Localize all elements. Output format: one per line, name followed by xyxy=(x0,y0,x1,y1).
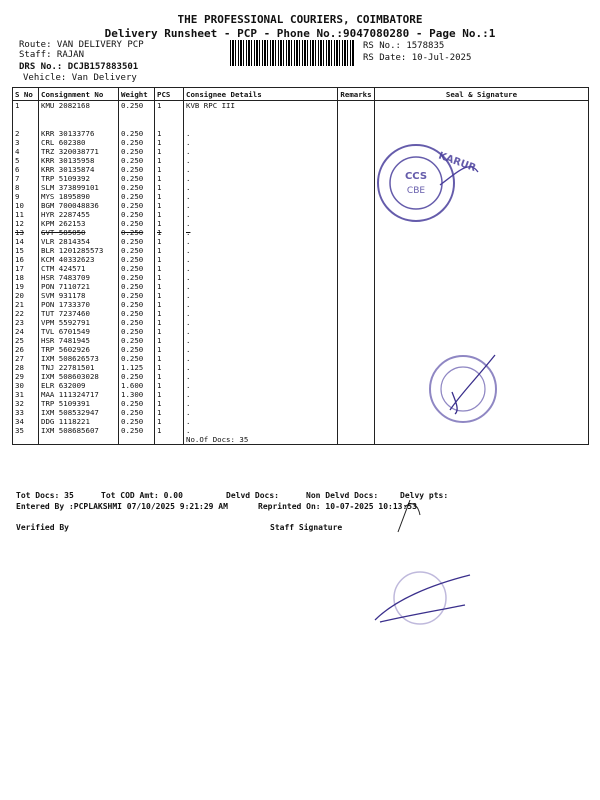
cell-weight: 0.250 xyxy=(119,219,155,228)
cell-consignee: . xyxy=(184,300,338,309)
cell-weight: 1.300 xyxy=(119,390,155,399)
signature-mark-2 xyxy=(450,355,495,414)
cell-sno: 14 xyxy=(13,237,39,246)
cell-sno: 16 xyxy=(13,255,39,264)
cell-consignment: CTM 424571 xyxy=(39,264,119,273)
cell-pcs: 1 xyxy=(155,381,184,390)
cell-sno: 32 xyxy=(13,399,39,408)
cell-consignee: . xyxy=(184,129,338,138)
cell-pcs: 1 xyxy=(155,363,184,372)
bank-stamp-3 xyxy=(394,572,446,624)
cell-pcs: 1 xyxy=(155,282,184,291)
cell-consignment: TUT 7237460 xyxy=(39,309,119,318)
cell-sno: 5 xyxy=(13,156,39,165)
cell-consignment: TRP 5602926 xyxy=(39,345,119,354)
cell-consignee: . xyxy=(184,390,338,399)
cell-sno: 24 xyxy=(13,327,39,336)
cell-pcs: 1 xyxy=(155,201,184,210)
no-of-docs: No.Of Docs: 35 xyxy=(184,435,338,445)
cell-weight: 0.250 xyxy=(119,246,155,255)
company-title: THE PROFESSIONAL COURIERS, COIMBATORE xyxy=(177,13,423,26)
cell-consignment: TRP 5109392 xyxy=(39,174,119,183)
rs-number: RS No.: 1578835 xyxy=(363,41,445,51)
bank-stamp-1 xyxy=(378,145,478,221)
cell-pcs: 1 xyxy=(155,273,184,282)
cell-consignee: . xyxy=(184,255,338,264)
cell-pcs: 1 xyxy=(155,183,184,192)
cell-weight: 1.125 xyxy=(119,363,155,372)
cell-consignment: KMU 2082168 xyxy=(39,101,119,130)
col-sno: S No xyxy=(13,88,39,101)
cell-sno: 4 xyxy=(13,147,39,156)
cell-sno: 10 xyxy=(13,201,39,210)
cell-weight: 0.250 xyxy=(119,282,155,291)
cell-sno: 13 xyxy=(13,228,39,237)
cell-consignee: . xyxy=(184,327,338,336)
cell-pcs: 1 xyxy=(155,228,184,237)
cell-consignment: MYS 1895890 xyxy=(39,192,119,201)
cell-pcs: 1 xyxy=(155,165,184,174)
cell-consignment: TNJ 22781501 xyxy=(39,363,119,372)
cell-sno: 28 xyxy=(13,363,39,372)
cell-pcs: 1 xyxy=(155,309,184,318)
cell-sno: 27 xyxy=(13,354,39,363)
cell-weight: 0.250 xyxy=(119,138,155,147)
cell-consignee: . xyxy=(184,291,338,300)
cell-pcs: 1 xyxy=(155,372,184,381)
cell-sno: 23 xyxy=(13,318,39,327)
cell-consignee: KVB RPC III xyxy=(184,101,338,130)
cell-consignee: . xyxy=(184,309,338,318)
cell-consignment: GVT 585050 xyxy=(39,228,119,237)
cell-sno: 35 xyxy=(13,426,39,435)
cell-sno: 25 xyxy=(13,336,39,345)
cell-consignment: IXM 508603028 xyxy=(39,372,119,381)
cell-consignee: . xyxy=(184,138,338,147)
non-delvd-docs: Non Delvd Docs: xyxy=(306,491,379,500)
cell-pcs: 1 xyxy=(155,390,184,399)
cell-consignee: . xyxy=(184,210,338,219)
stamp-text-2: CBE xyxy=(406,186,426,196)
cell-consignee: . xyxy=(184,237,338,246)
cell-weight: 0.250 xyxy=(119,354,155,363)
cell-sno: 20 xyxy=(13,291,39,300)
cell-weight: 0.250 xyxy=(119,210,155,219)
cell-sno: 30 xyxy=(13,381,39,390)
col-remarks: Remarks xyxy=(338,88,375,101)
cell-sno: 21 xyxy=(13,300,39,309)
reprinted-on: Reprinted On: 10-07-2025 10:13:53 xyxy=(258,502,417,511)
cell-consignment: KCM 40332623 xyxy=(39,255,119,264)
tot-cod-amt: Tot COD Amt: 0.00 xyxy=(101,491,183,500)
cell-pcs: 1 xyxy=(155,327,184,336)
staff-signature: Staff Signature xyxy=(270,523,343,532)
cell-consignee: . xyxy=(184,372,338,381)
cell-weight: 0.250 xyxy=(119,183,155,192)
cell-consignment: ELR 632009 xyxy=(39,381,119,390)
cell-sno: 31 xyxy=(13,390,39,399)
cell-weight: 0.250 xyxy=(119,327,155,336)
cell-consignment: MAA 111324717 xyxy=(39,390,119,399)
col-pcs: PCS xyxy=(155,88,184,101)
cell-sno: 34 xyxy=(13,417,39,426)
cell-consignment: SLM 373899101 xyxy=(39,183,119,192)
cell-sno: 11 xyxy=(13,210,39,219)
cell-weight: 0.250 xyxy=(119,345,155,354)
cell-consignment: VPM 5592791 xyxy=(39,318,119,327)
cell-consignee: . xyxy=(184,273,338,282)
cell-pcs: 1 xyxy=(155,246,184,255)
cell-weight: 0.250 xyxy=(119,291,155,300)
cell-sno: 29 xyxy=(13,372,39,381)
cell-sno: 18 xyxy=(13,273,39,282)
cell-consignee: . xyxy=(184,381,338,390)
stamp-text-1: CCS xyxy=(404,171,428,182)
cell-sno: 6 xyxy=(13,165,39,174)
entered-by: Entered By :PCPLAKSHMI 07/10/2025 9:21:29 AM xyxy=(16,502,228,511)
cell-sno: 3 xyxy=(13,138,39,147)
cell-consignee: . xyxy=(184,345,338,354)
cell-consignment: KRR 30135874 xyxy=(39,165,119,174)
vehicle-label: Vehicle: Van Delivery xyxy=(23,73,137,83)
cell-weight: 0.250 xyxy=(119,228,155,237)
cell-consignee: . xyxy=(184,147,338,156)
cell-weight: 0.250 xyxy=(119,309,155,318)
cell-sno: 7 xyxy=(13,174,39,183)
cell-weight: 0.250 xyxy=(119,273,155,282)
signature-mark-3 xyxy=(375,575,470,622)
cell-weight: 0.250 xyxy=(119,399,155,408)
cell-consignee: . xyxy=(184,192,338,201)
cell-sno: 12 xyxy=(13,219,39,228)
cell-consignment: TRZ 320038771 xyxy=(39,147,119,156)
cell-pcs: 1 xyxy=(155,156,184,165)
cell-consignee: . xyxy=(184,219,338,228)
cell-consignment: TRP 5109391 xyxy=(39,399,119,408)
cell-consignment: HSR 7483709 xyxy=(39,273,119,282)
cell-weight: 0.250 xyxy=(119,201,155,210)
col-consignment: Consignment No xyxy=(39,88,119,101)
cell-pcs: 1 xyxy=(155,417,184,426)
cell-weight: 0.250 xyxy=(119,174,155,183)
cell-consignee: . xyxy=(184,417,338,426)
cell-weight: 0.250 xyxy=(119,192,155,201)
cell-consignee: . xyxy=(184,264,338,273)
cell-pcs: 1 xyxy=(155,399,184,408)
cell-consignment: PON 7110721 xyxy=(39,282,119,291)
cell-weight: 0.250 xyxy=(119,255,155,264)
cell-pcs: 1 xyxy=(155,291,184,300)
cell-pcs: 1 xyxy=(155,210,184,219)
cell-weight: 0.250 xyxy=(119,372,155,381)
cell-consignment: BGM 700048836 xyxy=(39,201,119,210)
cell-consignment: HYR 2287455 xyxy=(39,210,119,219)
cell-consignee: . xyxy=(184,156,338,165)
cell-consignment: BLR 1201285573 xyxy=(39,246,119,255)
cell-consignment: PON 1733370 xyxy=(39,300,119,309)
cell-consignee: . xyxy=(184,336,338,345)
cell-sno: 26 xyxy=(13,345,39,354)
stamp-karur-text: KARUR xyxy=(436,150,478,175)
cell-consignment: KRR 30133776 xyxy=(39,129,119,138)
cell-consignee: . xyxy=(184,426,338,435)
cell-consignment: TVL 6701549 xyxy=(39,327,119,336)
cell-consignment: HSR 7481945 xyxy=(39,336,119,345)
rs-date: RS Date: 10-Jul-2025 xyxy=(363,53,472,63)
cell-consignee: . xyxy=(184,174,338,183)
cell-pcs: 1 xyxy=(155,318,184,327)
cell-sno: 15 xyxy=(13,246,39,255)
cell-consignment: IXM 508626573 xyxy=(39,354,119,363)
delvy-pts: Delvy pts: xyxy=(400,491,449,500)
cell-weight: 0.250 xyxy=(119,264,155,273)
cell-consignment: SVM 931178 xyxy=(39,291,119,300)
cell-pcs: 1 xyxy=(155,192,184,201)
verified-by: Verified By xyxy=(16,523,69,532)
cell-pcs: 1 xyxy=(155,237,184,246)
cell-weight: 0.250 xyxy=(119,318,155,327)
cell-sno: 2 xyxy=(13,129,39,138)
cell-weight: 0.250 xyxy=(119,237,155,246)
cell-consignee: . xyxy=(184,246,338,255)
cell-consignee: . xyxy=(184,399,338,408)
cell-consignee: . xyxy=(184,201,338,210)
cell-weight: 0.250 xyxy=(119,426,155,435)
cell-consignee: . xyxy=(184,282,338,291)
drs-number: DRS No.: DCJB157883501 xyxy=(19,62,139,72)
cell-consignment: KRR 30135958 xyxy=(39,156,119,165)
cell-consignment: IXM 508685607 xyxy=(39,426,119,435)
cell-weight: 0.250 xyxy=(119,336,155,345)
cell-weight: 0.250 xyxy=(119,300,155,309)
cell-pcs: 1 xyxy=(155,255,184,264)
cell-pcs: 1 xyxy=(155,219,184,228)
cell-consignment: VLR 2814354 xyxy=(39,237,119,246)
cell-pcs: 1 xyxy=(155,138,184,147)
cell-consignee: . xyxy=(184,165,338,174)
cell-pcs: 1 xyxy=(155,408,184,417)
runsheet-subtitle: Delivery Runsheet - PCP - Phone No.:9047080280 - Page No.:1 xyxy=(104,27,496,40)
tot-docs: Tot Docs: 35 xyxy=(16,491,74,500)
cell-consignment: CRL 602380 xyxy=(39,138,119,147)
cell-consignment: DDG 1118221 xyxy=(39,417,119,426)
cell-weight: 1.600 xyxy=(119,381,155,390)
col-seal-signature: Seal & Signature xyxy=(375,88,589,101)
cell-consignee: . xyxy=(184,228,338,237)
cell-pcs: 1 xyxy=(155,300,184,309)
cell-pcs: 1 xyxy=(155,336,184,345)
cell-weight: 0.250 xyxy=(119,408,155,417)
cell-pcs: 1 xyxy=(155,345,184,354)
delvd-docs: Delvd Docs: xyxy=(226,491,279,500)
cell-pcs: 1 xyxy=(155,147,184,156)
cell-weight: 0.250 xyxy=(119,417,155,426)
cell-weight: 0.250 xyxy=(119,101,155,130)
cell-weight: 0.250 xyxy=(119,129,155,138)
cell-sno: 1 xyxy=(13,101,39,130)
cell-weight: 0.250 xyxy=(119,165,155,174)
cell-pcs: 1 xyxy=(155,129,184,138)
cell-sno: 19 xyxy=(13,282,39,291)
cell-sno: 17 xyxy=(13,264,39,273)
staff-label: Staff: RAJAN xyxy=(19,50,85,60)
cell-pcs: 1 xyxy=(155,174,184,183)
cell-consignee: . xyxy=(184,408,338,417)
cell-weight: 0.250 xyxy=(119,147,155,156)
cell-consignment: IXM 508532947 xyxy=(39,408,119,417)
cell-consignee: . xyxy=(184,354,338,363)
col-consignee: Consignee Details xyxy=(184,88,338,101)
cell-pcs: 1 xyxy=(155,426,184,435)
route-label: Route: VAN DELIVERY PCP xyxy=(19,40,144,50)
cell-sno: 22 xyxy=(13,309,39,318)
cell-pcs: 1 xyxy=(155,354,184,363)
cell-consignee: . xyxy=(184,183,338,192)
cell-pcs: 1 xyxy=(155,264,184,273)
cell-consignee: . xyxy=(184,318,338,327)
cell-consignment: KPM 262153 xyxy=(39,219,119,228)
cell-pcs: 1 xyxy=(155,101,184,130)
cell-sno: 9 xyxy=(13,192,39,201)
cell-consignee: . xyxy=(184,363,338,372)
col-weight: Weight xyxy=(119,88,155,101)
cell-weight: 0.250 xyxy=(119,156,155,165)
cell-sno: 33 xyxy=(13,408,39,417)
cell-sno: 8 xyxy=(13,183,39,192)
